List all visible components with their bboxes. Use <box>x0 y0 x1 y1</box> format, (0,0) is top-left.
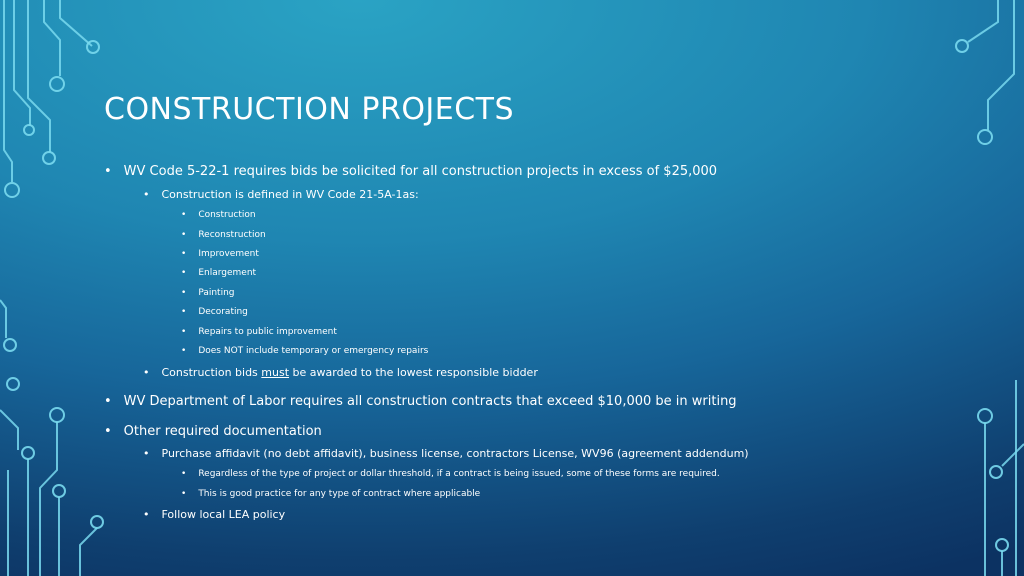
list-item <box>181 210 256 220</box>
bullet-dot: • <box>181 230 187 240</box>
bullet-text-post: be awarded to the lowest responsible bidder <box>289 366 538 379</box>
list-item-text: Repairs to public improvement <box>198 327 337 337</box>
list-item-text: This is good practice for any type of contract where applicable <box>198 489 481 499</box>
bullet-dot: • <box>143 366 150 379</box>
list-item <box>181 230 266 240</box>
list-item <box>181 268 256 278</box>
list-item <box>181 249 259 259</box>
bullet-dot: • <box>181 346 187 356</box>
bullet-dot: • <box>181 249 187 259</box>
bullet-wv-code-5-22-1 <box>104 164 717 179</box>
bullet-text: Construction is defined in WV Code 21-5A-1as: <box>161 188 419 201</box>
bullet-dot: • <box>181 288 187 298</box>
list-item-text: Regardless of the type of project or dollar threshold, if a contract is being issued, some of these forms are required. <box>198 469 720 479</box>
list-item-text: Decorating <box>198 307 248 317</box>
bullet-dot: • <box>143 508 150 521</box>
bullet-dot: • <box>181 210 187 220</box>
bullet-dot: • <box>104 164 112 179</box>
list-item-text: Painting <box>198 288 235 298</box>
bullet-dot: • <box>181 327 187 337</box>
bullet-text: Follow local LEA policy <box>161 508 286 521</box>
bullet-dot: • <box>181 489 187 499</box>
bullet-text <box>162 366 538 379</box>
list-item-text: Reconstruction <box>198 230 266 240</box>
list-item <box>181 307 248 317</box>
list-item-text: Improvement <box>198 249 259 259</box>
bullet-text: Other required documentation <box>123 424 322 439</box>
bullet-construction-bids <box>143 366 538 379</box>
bullet-purchase-affidavit <box>143 447 749 460</box>
emphasis-must: must <box>261 366 290 379</box>
list-item-text: Does NOT include temporary or emergency repairs <box>198 346 429 356</box>
slide-title: CONSTRUCTION PROJECTS <box>104 92 515 127</box>
bullet-dot: • <box>104 424 112 439</box>
bullet-text: Purchase affidavit (no debt affidavit), business license, contractors License, WV96 (agreement addendum) <box>161 447 749 460</box>
bullet-local-lea-policy <box>143 508 285 521</box>
list-item <box>181 346 428 356</box>
bullet-dot: • <box>181 307 187 317</box>
list-item-text: Construction <box>198 210 256 220</box>
bullet-dot: • <box>104 394 112 409</box>
bullet-text: WV Code 5-22-1 requires bids be solicited for all construction projects in excess of $25,000 <box>123 164 718 179</box>
list-item <box>181 327 337 337</box>
bullet-text: WV Department of Labor requires all construction contracts that exceed $10,000 be in writing <box>123 394 737 409</box>
bullet-dot: • <box>181 268 187 278</box>
list-item <box>181 469 720 479</box>
bullet-dot: • <box>143 188 150 201</box>
list-item <box>181 288 235 298</box>
bullet-construction-defined <box>143 188 419 201</box>
list-item <box>181 489 480 499</box>
bullet-text-pre: Construction bids <box>161 366 262 379</box>
list-item-text: Enlargement <box>198 268 257 278</box>
bullet-wv-dept-labor <box>104 394 737 409</box>
bullet-dot: • <box>143 447 150 460</box>
bullet-other-documentation <box>104 424 322 439</box>
bullet-dot: • <box>181 469 187 479</box>
